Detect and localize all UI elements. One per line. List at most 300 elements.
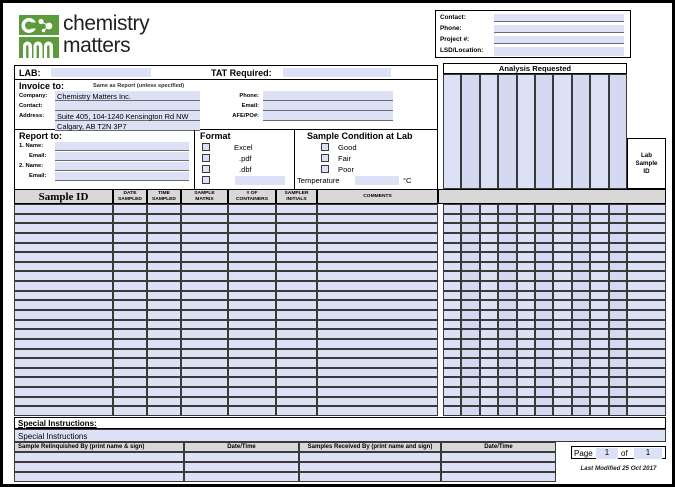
analysis-cell[interactable] xyxy=(609,271,627,281)
analysis-cell[interactable] xyxy=(553,300,571,310)
analysis-cell[interactable] xyxy=(572,262,590,272)
table-row[interactable] xyxy=(147,358,181,368)
table-row[interactable] xyxy=(276,387,317,397)
table-row[interactable] xyxy=(228,387,276,397)
analysis-cell[interactable] xyxy=(572,291,590,301)
table-row[interactable] xyxy=(276,204,317,214)
analysis-cell[interactable] xyxy=(590,262,608,272)
table-row[interactable] xyxy=(181,377,228,387)
analysis-cell[interactable] xyxy=(609,300,627,310)
table-row[interactable] xyxy=(147,271,181,281)
analysis-cell[interactable] xyxy=(609,397,627,407)
analysis-cell[interactable] xyxy=(553,329,571,339)
analysis-cell[interactable] xyxy=(480,243,498,253)
lab-sample-id-cell[interactable] xyxy=(627,368,666,378)
analysis-cell[interactable] xyxy=(517,387,535,397)
analysis-cell[interactable] xyxy=(535,406,553,416)
analysis-cell[interactable] xyxy=(443,397,461,407)
analysis-cell[interactable] xyxy=(498,204,516,214)
analysis-cell[interactable] xyxy=(480,377,498,387)
lab-sample-id-cell[interactable] xyxy=(627,339,666,349)
lab-sample-id-cell[interactable] xyxy=(627,204,666,214)
analysis-cell[interactable] xyxy=(609,204,627,214)
analysis-cell[interactable] xyxy=(480,262,498,272)
analysis-cell[interactable] xyxy=(572,358,590,368)
analysis-cell[interactable] xyxy=(443,204,461,214)
analysis-cell[interactable] xyxy=(461,406,479,416)
table-row[interactable] xyxy=(317,406,438,416)
analysis-cell[interactable] xyxy=(590,243,608,253)
table-row[interactable] xyxy=(276,397,317,407)
analysis-cell[interactable] xyxy=(461,377,479,387)
table-row[interactable] xyxy=(147,310,181,320)
format-checkbox-pdf[interactable] xyxy=(202,154,210,162)
table-row[interactable] xyxy=(276,214,317,224)
table-row[interactable] xyxy=(317,243,438,253)
table-row[interactable] xyxy=(181,262,228,272)
analysis-cell[interactable] xyxy=(572,233,590,243)
analysis-cell[interactable] xyxy=(535,368,553,378)
coc-row-cell[interactable] xyxy=(184,472,299,482)
analysis-cell[interactable] xyxy=(535,233,553,243)
analysis-cell[interactable] xyxy=(553,214,571,224)
analysis-cell[interactable] xyxy=(590,271,608,281)
table-row[interactable] xyxy=(317,320,438,330)
analysis-cell[interactable] xyxy=(535,271,553,281)
coc-row-cell[interactable] xyxy=(299,462,441,472)
table-row[interactable] xyxy=(317,223,438,233)
table-row[interactable] xyxy=(317,262,438,272)
analysis-cell[interactable] xyxy=(517,291,535,301)
table-row[interactable] xyxy=(113,243,147,253)
analysis-column-5[interactable] xyxy=(517,74,535,189)
table-row[interactable] xyxy=(276,262,317,272)
analysis-cell[interactable] xyxy=(443,300,461,310)
table-row[interactable] xyxy=(228,204,276,214)
coc-row-cell[interactable] xyxy=(14,452,184,462)
analysis-cell[interactable] xyxy=(535,204,553,214)
analysis-cell[interactable] xyxy=(461,310,479,320)
analysis-cell[interactable] xyxy=(443,349,461,359)
analysis-cell[interactable] xyxy=(498,252,516,262)
analysis-cell[interactable] xyxy=(590,214,608,224)
analysis-cell[interactable] xyxy=(480,310,498,320)
table-row[interactable] xyxy=(14,223,113,233)
coc-row-cell[interactable] xyxy=(299,472,441,482)
analysis-cell[interactable] xyxy=(498,300,516,310)
coc-row-cell[interactable] xyxy=(14,472,184,482)
analysis-cell[interactable] xyxy=(443,223,461,233)
analysis-cell[interactable] xyxy=(572,339,590,349)
analysis-cell[interactable] xyxy=(609,320,627,330)
lab-sample-id-cell[interactable] xyxy=(627,214,666,224)
table-row[interactable] xyxy=(276,329,317,339)
analysis-cell[interactable] xyxy=(553,339,571,349)
lsd-location-input[interactable] xyxy=(494,47,624,56)
analysis-cell[interactable] xyxy=(590,377,608,387)
table-row[interactable] xyxy=(14,271,113,281)
analysis-cell[interactable] xyxy=(572,387,590,397)
table-row[interactable] xyxy=(317,281,438,291)
analysis-cell[interactable] xyxy=(461,243,479,253)
analysis-column-4[interactable] xyxy=(498,74,516,189)
analysis-cell[interactable] xyxy=(498,320,516,330)
analysis-cell[interactable] xyxy=(609,262,627,272)
analysis-cell[interactable] xyxy=(461,320,479,330)
table-row[interactable] xyxy=(181,406,228,416)
analysis-cell[interactable] xyxy=(443,214,461,224)
analysis-cell[interactable] xyxy=(498,262,516,272)
analysis-cell[interactable] xyxy=(443,339,461,349)
analysis-cell[interactable] xyxy=(480,233,498,243)
analysis-cell[interactable] xyxy=(572,214,590,224)
analysis-cell[interactable] xyxy=(553,387,571,397)
analysis-cell[interactable] xyxy=(572,243,590,253)
table-row[interactable] xyxy=(228,349,276,359)
lab-sample-id-cell[interactable] xyxy=(627,329,666,339)
analysis-cell[interactable] xyxy=(498,387,516,397)
lab-sample-id-cell[interactable] xyxy=(627,300,666,310)
analysis-cell[interactable] xyxy=(498,233,516,243)
table-row[interactable] xyxy=(181,281,228,291)
table-row[interactable] xyxy=(147,368,181,378)
analysis-cell[interactable] xyxy=(553,233,571,243)
analysis-cell[interactable] xyxy=(572,252,590,262)
table-row[interactable] xyxy=(181,397,228,407)
table-row[interactable] xyxy=(14,406,113,416)
analysis-cell[interactable] xyxy=(553,358,571,368)
phone-input[interactable] xyxy=(494,25,624,33)
lab-sample-id-cell[interactable] xyxy=(627,291,666,301)
table-row[interactable] xyxy=(14,329,113,339)
analysis-cell[interactable] xyxy=(553,252,571,262)
analysis-column-7[interactable] xyxy=(553,74,571,189)
invoice-address-line2[interactable]: Calgary, AB T2N 3P7 xyxy=(57,122,127,131)
table-row[interactable] xyxy=(228,320,276,330)
analysis-cell[interactable] xyxy=(553,223,571,233)
table-row[interactable] xyxy=(14,281,113,291)
analysis-cell[interactable] xyxy=(517,233,535,243)
table-row[interactable] xyxy=(181,300,228,310)
table-row[interactable] xyxy=(147,397,181,407)
table-row[interactable] xyxy=(228,243,276,253)
invoice-company-value[interactable]: Chemistry Matters Inc. xyxy=(57,92,131,101)
analysis-cell[interactable] xyxy=(553,406,571,416)
table-row[interactable] xyxy=(276,377,317,387)
analysis-cell[interactable] xyxy=(535,329,553,339)
table-row[interactable] xyxy=(14,243,113,253)
table-row[interactable] xyxy=(228,252,276,262)
analysis-cell[interactable] xyxy=(535,377,553,387)
table-row[interactable] xyxy=(228,291,276,301)
table-row[interactable] xyxy=(276,243,317,253)
analysis-cell[interactable] xyxy=(461,300,479,310)
table-row[interactable] xyxy=(181,252,228,262)
page-number-input[interactable]: 1 xyxy=(596,448,618,459)
analysis-cell[interactable] xyxy=(535,358,553,368)
analysis-cell[interactable] xyxy=(609,214,627,224)
table-row[interactable] xyxy=(113,368,147,378)
analysis-cell[interactable] xyxy=(480,339,498,349)
table-row[interactable] xyxy=(181,329,228,339)
table-row[interactable] xyxy=(276,406,317,416)
analysis-cell[interactable] xyxy=(572,204,590,214)
analysis-cell[interactable] xyxy=(517,281,535,291)
table-row[interactable] xyxy=(14,320,113,330)
analysis-cell[interactable] xyxy=(443,368,461,378)
analysis-cell[interactable] xyxy=(572,310,590,320)
table-row[interactable] xyxy=(147,262,181,272)
analysis-cell[interactable] xyxy=(517,310,535,320)
invoice-phone-input[interactable] xyxy=(263,91,393,101)
analysis-cell[interactable] xyxy=(498,243,516,253)
table-row[interactable] xyxy=(181,214,228,224)
table-row[interactable] xyxy=(147,320,181,330)
table-row[interactable] xyxy=(317,339,438,349)
format-checkbox-dbf[interactable] xyxy=(202,165,210,173)
analysis-cell[interactable] xyxy=(480,368,498,378)
analysis-cell[interactable] xyxy=(461,291,479,301)
analysis-cell[interactable] xyxy=(498,358,516,368)
analysis-cell[interactable] xyxy=(553,204,571,214)
table-row[interactable] xyxy=(14,368,113,378)
table-row[interactable] xyxy=(181,291,228,301)
analysis-cell[interactable] xyxy=(443,233,461,243)
analysis-column-6[interactable] xyxy=(535,74,553,189)
analysis-cell[interactable] xyxy=(461,214,479,224)
contact-input[interactable] xyxy=(494,14,624,22)
analysis-column-3[interactable] xyxy=(480,74,498,189)
analysis-cell[interactable] xyxy=(590,204,608,214)
analysis-cell[interactable] xyxy=(517,214,535,224)
lab-sample-id-cell[interactable] xyxy=(627,358,666,368)
analysis-cell[interactable] xyxy=(498,368,516,378)
lab-sample-id-cell[interactable] xyxy=(627,262,666,272)
table-row[interactable] xyxy=(228,233,276,243)
analysis-cell[interactable] xyxy=(517,406,535,416)
analysis-cell[interactable] xyxy=(609,339,627,349)
table-row[interactable] xyxy=(14,291,113,301)
analysis-cell[interactable] xyxy=(480,397,498,407)
analysis-cell[interactable] xyxy=(609,406,627,416)
analysis-cell[interactable] xyxy=(443,387,461,397)
analysis-cell[interactable] xyxy=(498,291,516,301)
table-row[interactable] xyxy=(113,204,147,214)
analysis-cell[interactable] xyxy=(572,281,590,291)
table-row[interactable] xyxy=(113,406,147,416)
table-row[interactable] xyxy=(113,339,147,349)
table-row[interactable] xyxy=(228,377,276,387)
analysis-cell[interactable] xyxy=(609,223,627,233)
table-row[interactable] xyxy=(228,406,276,416)
analysis-cell[interactable] xyxy=(461,252,479,262)
analysis-cell[interactable] xyxy=(498,310,516,320)
analysis-cell[interactable] xyxy=(535,349,553,359)
table-row[interactable] xyxy=(317,397,438,407)
analysis-cell[interactable] xyxy=(535,262,553,272)
analysis-column-8[interactable] xyxy=(572,74,590,189)
condition-checkbox-good[interactable] xyxy=(321,143,329,151)
table-row[interactable] xyxy=(14,252,113,262)
analysis-cell[interactable] xyxy=(609,358,627,368)
analysis-cell[interactable] xyxy=(517,252,535,262)
table-row[interactable] xyxy=(276,281,317,291)
analysis-cell[interactable] xyxy=(590,368,608,378)
table-row[interactable] xyxy=(181,204,228,214)
analysis-cell[interactable] xyxy=(480,281,498,291)
table-row[interactable] xyxy=(113,252,147,262)
analysis-cell[interactable] xyxy=(461,387,479,397)
table-row[interactable] xyxy=(276,339,317,349)
analysis-cell[interactable] xyxy=(535,291,553,301)
format-checkbox-other[interactable] xyxy=(202,176,210,184)
analysis-cell[interactable] xyxy=(590,320,608,330)
analysis-cell[interactable] xyxy=(609,233,627,243)
table-row[interactable] xyxy=(113,262,147,272)
table-row[interactable] xyxy=(276,233,317,243)
table-row[interactable] xyxy=(147,377,181,387)
table-row[interactable] xyxy=(14,233,113,243)
analysis-cell[interactable] xyxy=(609,243,627,253)
coc-row-cell[interactable] xyxy=(299,452,441,462)
table-row[interactable] xyxy=(113,310,147,320)
analysis-cell[interactable] xyxy=(590,291,608,301)
table-row[interactable] xyxy=(276,358,317,368)
table-row[interactable] xyxy=(317,377,438,387)
table-row[interactable] xyxy=(228,358,276,368)
analysis-cell[interactable] xyxy=(572,271,590,281)
analysis-cell[interactable] xyxy=(553,291,571,301)
table-row[interactable] xyxy=(317,358,438,368)
analysis-cell[interactable] xyxy=(461,368,479,378)
table-row[interactable] xyxy=(317,300,438,310)
analysis-cell[interactable] xyxy=(517,377,535,387)
analysis-cell[interactable] xyxy=(498,406,516,416)
table-row[interactable] xyxy=(276,291,317,301)
table-row[interactable] xyxy=(317,252,438,262)
invoice-afe-po-input[interactable] xyxy=(263,111,393,121)
table-row[interactable] xyxy=(113,281,147,291)
analysis-cell[interactable] xyxy=(461,271,479,281)
analysis-cell[interactable] xyxy=(498,214,516,224)
table-row[interactable] xyxy=(228,214,276,224)
table-row[interactable] xyxy=(147,339,181,349)
analysis-cell[interactable] xyxy=(480,320,498,330)
analysis-cell[interactable] xyxy=(443,320,461,330)
report-name-1-input[interactable] xyxy=(55,142,189,151)
table-row[interactable] xyxy=(276,223,317,233)
analysis-cell[interactable] xyxy=(461,349,479,359)
lab-sample-id-cell[interactable] xyxy=(627,387,666,397)
analysis-cell[interactable] xyxy=(535,223,553,233)
coc-row-cell[interactable] xyxy=(441,462,556,472)
analysis-cell[interactable] xyxy=(498,281,516,291)
analysis-cell[interactable] xyxy=(535,252,553,262)
analysis-cell[interactable] xyxy=(572,377,590,387)
analysis-cell[interactable] xyxy=(461,358,479,368)
analysis-cell[interactable] xyxy=(480,358,498,368)
analysis-cell[interactable] xyxy=(443,329,461,339)
analysis-cell[interactable] xyxy=(572,320,590,330)
analysis-cell[interactable] xyxy=(609,377,627,387)
analysis-cell[interactable] xyxy=(572,368,590,378)
table-row[interactable] xyxy=(14,339,113,349)
analysis-cell[interactable] xyxy=(461,397,479,407)
analysis-cell[interactable] xyxy=(517,349,535,359)
report-name-2-input[interactable] xyxy=(55,162,189,171)
analysis-cell[interactable] xyxy=(480,406,498,416)
report-email-2-input[interactable] xyxy=(55,172,189,181)
analysis-column-2[interactable] xyxy=(461,74,479,189)
analysis-cell[interactable] xyxy=(461,281,479,291)
analysis-cell[interactable] xyxy=(480,329,498,339)
table-row[interactable] xyxy=(181,339,228,349)
invoice-address-line1[interactable]: Suite 405, 104-1240 Kensington Rd NW xyxy=(57,112,189,121)
analysis-cell[interactable] xyxy=(590,397,608,407)
analysis-cell[interactable] xyxy=(461,262,479,272)
table-row[interactable] xyxy=(14,377,113,387)
table-row[interactable] xyxy=(181,243,228,253)
invoice-email-input[interactable] xyxy=(263,101,393,111)
table-row[interactable] xyxy=(14,310,113,320)
analysis-cell[interactable] xyxy=(517,320,535,330)
lab-sample-id-cell[interactable] xyxy=(627,223,666,233)
analysis-cell[interactable] xyxy=(480,214,498,224)
table-row[interactable] xyxy=(113,329,147,339)
report-email-1-input[interactable] xyxy=(55,152,189,161)
analysis-cell[interactable] xyxy=(572,223,590,233)
analysis-cell[interactable] xyxy=(590,300,608,310)
analysis-cell[interactable] xyxy=(590,406,608,416)
analysis-cell[interactable] xyxy=(609,291,627,301)
table-row[interactable] xyxy=(147,387,181,397)
table-row[interactable] xyxy=(181,223,228,233)
analysis-cell[interactable] xyxy=(553,243,571,253)
analysis-cell[interactable] xyxy=(517,262,535,272)
table-row[interactable] xyxy=(113,349,147,359)
condition-checkbox-poor[interactable] xyxy=(321,165,329,173)
analysis-cell[interactable] xyxy=(609,368,627,378)
analysis-cell[interactable] xyxy=(517,223,535,233)
analysis-cell[interactable] xyxy=(480,223,498,233)
table-row[interactable] xyxy=(276,320,317,330)
analysis-cell[interactable] xyxy=(590,387,608,397)
analysis-cell[interactable] xyxy=(590,281,608,291)
table-row[interactable] xyxy=(276,349,317,359)
table-row[interactable] xyxy=(14,214,113,224)
table-row[interactable] xyxy=(317,271,438,281)
analysis-cell[interactable] xyxy=(535,397,553,407)
table-row[interactable] xyxy=(228,271,276,281)
analysis-cell[interactable] xyxy=(480,387,498,397)
analysis-cell[interactable] xyxy=(443,406,461,416)
analysis-cell[interactable] xyxy=(535,281,553,291)
table-row[interactable] xyxy=(113,377,147,387)
analysis-cell[interactable] xyxy=(443,262,461,272)
table-row[interactable] xyxy=(147,252,181,262)
table-row[interactable] xyxy=(228,339,276,349)
lab-sample-id-cell[interactable] xyxy=(627,243,666,253)
table-row[interactable] xyxy=(276,300,317,310)
table-row[interactable] xyxy=(113,358,147,368)
analysis-cell[interactable] xyxy=(517,300,535,310)
analysis-cell[interactable] xyxy=(535,320,553,330)
analysis-cell[interactable] xyxy=(461,339,479,349)
tat-required-input[interactable] xyxy=(283,68,391,77)
analysis-column-9[interactable] xyxy=(590,74,608,189)
table-row[interactable] xyxy=(228,368,276,378)
table-row[interactable] xyxy=(317,349,438,359)
